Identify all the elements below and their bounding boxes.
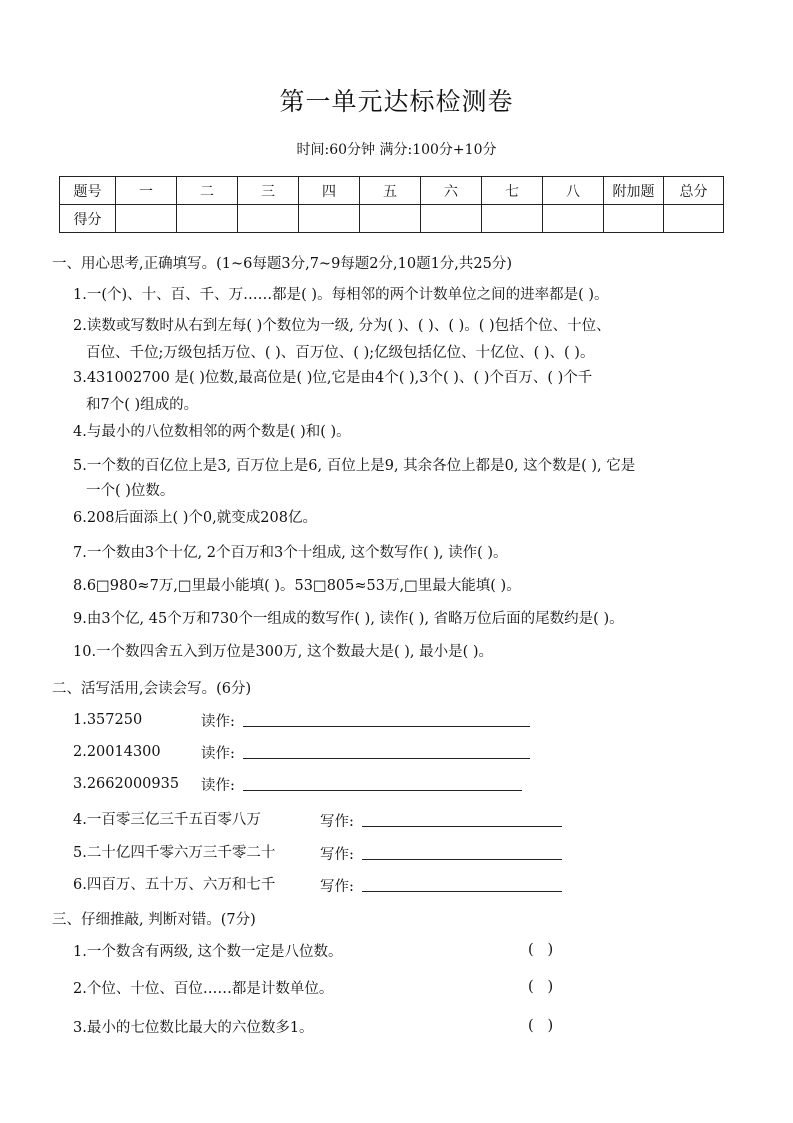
score-header-cell: 一: [116, 177, 177, 205]
score-cell[interactable]: [360, 205, 421, 233]
section-2-item-1-number: 1.357250: [73, 712, 143, 728]
section-3-title: 三、仔细推敲, 判断对错。(7分): [52, 912, 256, 928]
question-1-5-line-2: 一个( )位数。: [86, 483, 175, 499]
score-table: [59, 176, 724, 233]
section-2-item-3-number: 3.2662000935: [73, 776, 180, 792]
score-cell[interactable]: [604, 205, 664, 233]
question-1-5-line-1: 5.一个数的百亿位上是3, 百万位上是6, 百位上是9, 其余各位上都是0, 这个数是( ), 它是: [73, 458, 636, 474]
section-2-item-6-number: 6.四百万、五十万、六万和七千: [73, 877, 276, 893]
question-1-2-line-1: 2.读数或写数时从右到左每( )个数位为一级, 分为( )、( )、( )。( )包括个位、十位、: [73, 318, 611, 334]
score-header-cell: 七: [482, 177, 543, 205]
score-cell[interactable]: [116, 205, 177, 233]
section-2-item-3-answer-line[interactable]: [243, 790, 522, 791]
question-1-3-line-2: 和7个( )组成的。: [86, 397, 199, 413]
section-2-item-6-label: 写作:: [320, 879, 354, 895]
section-2-item-2-label: 读作:: [201, 746, 235, 762]
question-1-2-line-2: 百位、千位;万级包括万位、( )、百万位、( );亿级包括亿位、十亿位、( )、( )。: [86, 345, 595, 361]
section-3-item-3: 3.最小的七位数比最大的六位数多1。: [73, 1020, 314, 1036]
exam-meta: 时间:60分钟 满分:100分+10分: [296, 142, 497, 158]
section-2-item-5-number: 5.二十亿四千零六万三千零二十: [73, 845, 276, 861]
score-cell[interactable]: [421, 205, 482, 233]
section-2-item-5-label: 写作:: [320, 847, 354, 863]
section-2-item-4-answer-line[interactable]: [362, 826, 562, 827]
section-1-title: 一、用心思考,正确填写。(1~6每题3分,7~9每题2分,10题1分,共25分): [52, 256, 513, 272]
section-3-item-1-bracket[interactable]: ( ): [528, 942, 554, 958]
score-cell[interactable]: [177, 205, 238, 233]
score-cell[interactable]: [664, 205, 724, 233]
score-header-cell: 二: [177, 177, 238, 205]
score-header-cell: 附加题: [604, 177, 664, 205]
page-title: 第一单元达标检测卷: [279, 87, 514, 116]
score-header-cell: 六: [421, 177, 482, 205]
section-3-item-2: 2.个位、十位、百位……都是计数单位。: [73, 981, 334, 997]
question-1-4: 4.与最小的八位数相邻的两个数是( )和( )。: [73, 424, 351, 440]
score-cell[interactable]: [482, 205, 543, 233]
score-row-label: 得分: [60, 205, 116, 233]
section-2-title: 二、活写活用,会读会写。(6分): [52, 681, 252, 697]
question-1-6: 6.208后面添上( )个0,就变成208亿。: [73, 510, 317, 526]
score-cell[interactable]: [238, 205, 299, 233]
section-2-item-1-label: 读作:: [201, 714, 235, 730]
section-2-item-3-label: 读作:: [201, 778, 235, 794]
question-1-1: 1.一(个)、十、百、千、万……都是( )。每相邻的两个计数单位之间的进率都是( )。: [73, 287, 609, 303]
score-header-cell: 五: [360, 177, 421, 205]
score-table-header-row: [60, 177, 724, 205]
score-header-cell: 总分: [664, 177, 724, 205]
section-2-item-6-answer-line[interactable]: [362, 891, 562, 892]
section-2-item-2-answer-line[interactable]: [243, 758, 530, 759]
score-table-score-row: [60, 205, 724, 233]
section-3-item-2-bracket[interactable]: ( ): [528, 979, 554, 995]
question-1-3-line-1: 3.431002700 是( )位数,最高位是( )位,它是由4个( ),3个( )、( )个百万、( )个千: [73, 370, 593, 386]
section-2-item-4-label: 写作:: [320, 814, 354, 830]
section-3-item-1: 1.一个数含有两级, 这个数一定是八位数。: [73, 944, 343, 960]
score-header-cell: 三: [238, 177, 299, 205]
section-2-item-2-number: 2.20014300: [73, 744, 161, 760]
question-1-10: 10.一个数四舍五入到万位是300万, 这个数最大是( ), 最小是( )。: [73, 644, 494, 660]
score-cell[interactable]: [299, 205, 360, 233]
score-header-cell: 题号: [60, 177, 116, 205]
section-3-item-3-bracket[interactable]: ( ): [528, 1018, 554, 1034]
question-1-7: 7.一个数由3个十亿, 2个百万和3个十组成, 这个数写作( ), 读作( )。: [73, 545, 508, 561]
score-header-cell: 四: [299, 177, 360, 205]
score-header-cell: 八: [543, 177, 604, 205]
section-2-item-1-answer-line[interactable]: [243, 726, 530, 727]
score-cell[interactable]: [543, 205, 604, 233]
section-2-item-5-answer-line[interactable]: [362, 859, 562, 860]
question-1-8: 8.6□980≈7万,□里最小能填( )。53□805≈53万,□里最大能填( )。: [73, 578, 521, 594]
section-2-item-4-number: 4.一百零三亿三千五百零八万: [73, 812, 261, 828]
question-1-9: 9.由3个亿, 45个万和730个一组成的数写作( ), 读作( ), 省略万位后面的尾数约是( )。: [73, 611, 624, 627]
